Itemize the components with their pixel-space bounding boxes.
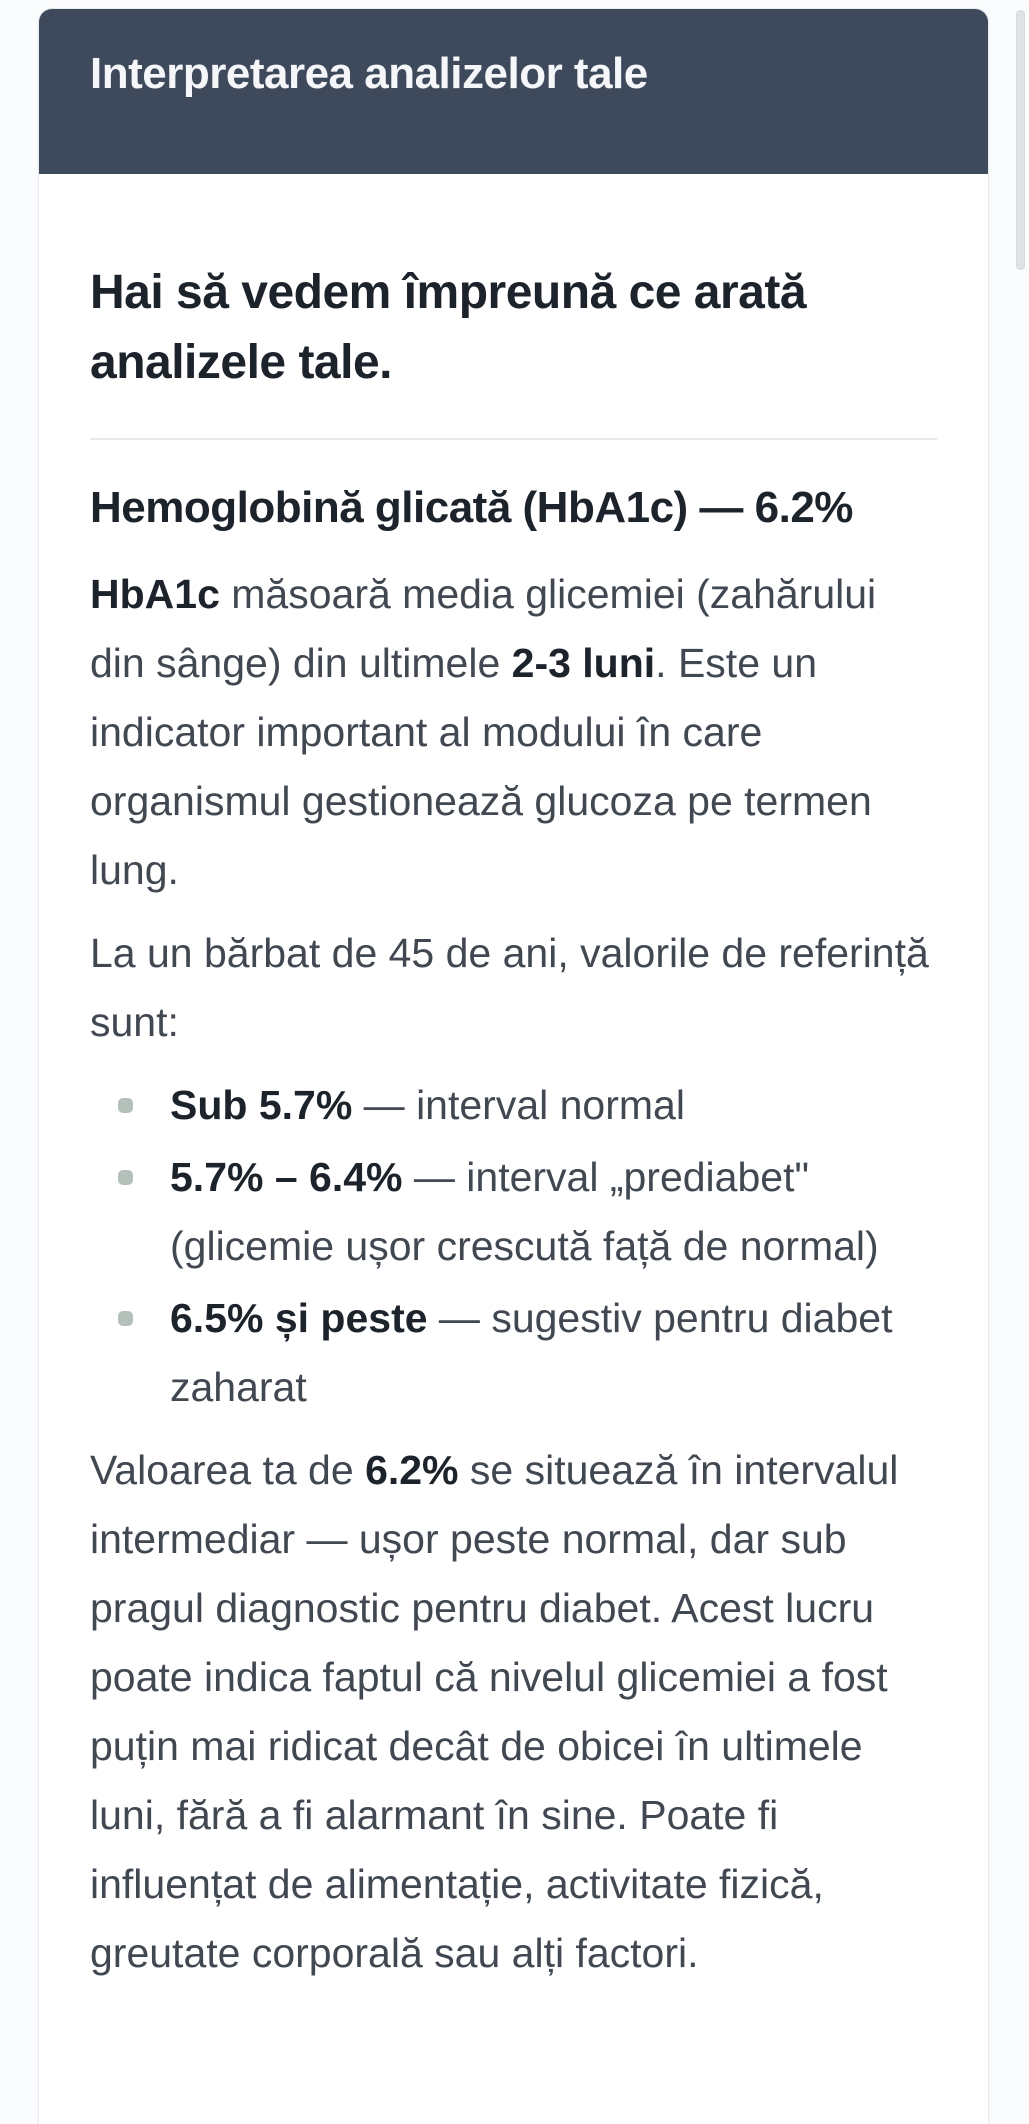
bullet-icon (118, 1311, 133, 1326)
paragraph-reference-intro: La un bărbat de 45 de ani, valorile de referință sunt: (90, 930, 929, 1045)
bullet-icon (118, 1098, 133, 1113)
reference-list (90, 1071, 937, 1422)
list-item-text: Sub 5.7% — interval normal (170, 1082, 685, 1128)
paragraph-hba1c-definition: HbA1c măsoară media glicemiei (zahărului din sânge) din ultimele 2-3 luni. Este un indicator important al modului în care organismul gestionează glucoza pe termen lung. (90, 571, 877, 893)
list-item (90, 1071, 937, 1140)
list-item-text: 5.7% – 6.4% — interval „prediabet" (glicemie ușor crescută față de normal) (170, 1154, 879, 1269)
page-title: Interpretarea analizelor tale (90, 49, 648, 98)
list-item (90, 1143, 937, 1281)
paragraph-result-interpretation: Valoarea ta de 6.2% se situează în intervalul intermediar — ușor peste normal, dar sub pragul diagnostic pentru diabet. Acest lucru poate indica faptul că nivelul glicemiei a fost puțin mai ridicat decât de obicei în ultimele luni, fără a fi alarmant în sine. Poate fi influențat de alimentație, activitate fizică, greutate corporală sau alți factori. (90, 1447, 899, 1976)
list-item (90, 1284, 937, 1422)
interpretation-card (38, 8, 989, 2124)
list-item-text: 6.5% și peste — sugestiv pentru diabet zaharat (170, 1295, 893, 1410)
bullet-icon (118, 1170, 133, 1185)
card-body (39, 174, 988, 2018)
divider (90, 438, 937, 440)
section-heading-hba1c: Hemoglobină glicată (HbA1c) — 6.2% (90, 483, 853, 532)
intro-heading: Hai să vedem împreună ce arată analizele tale. (90, 266, 807, 389)
card-header (39, 9, 988, 174)
scrollbar-thumb[interactable] (1016, 10, 1025, 270)
